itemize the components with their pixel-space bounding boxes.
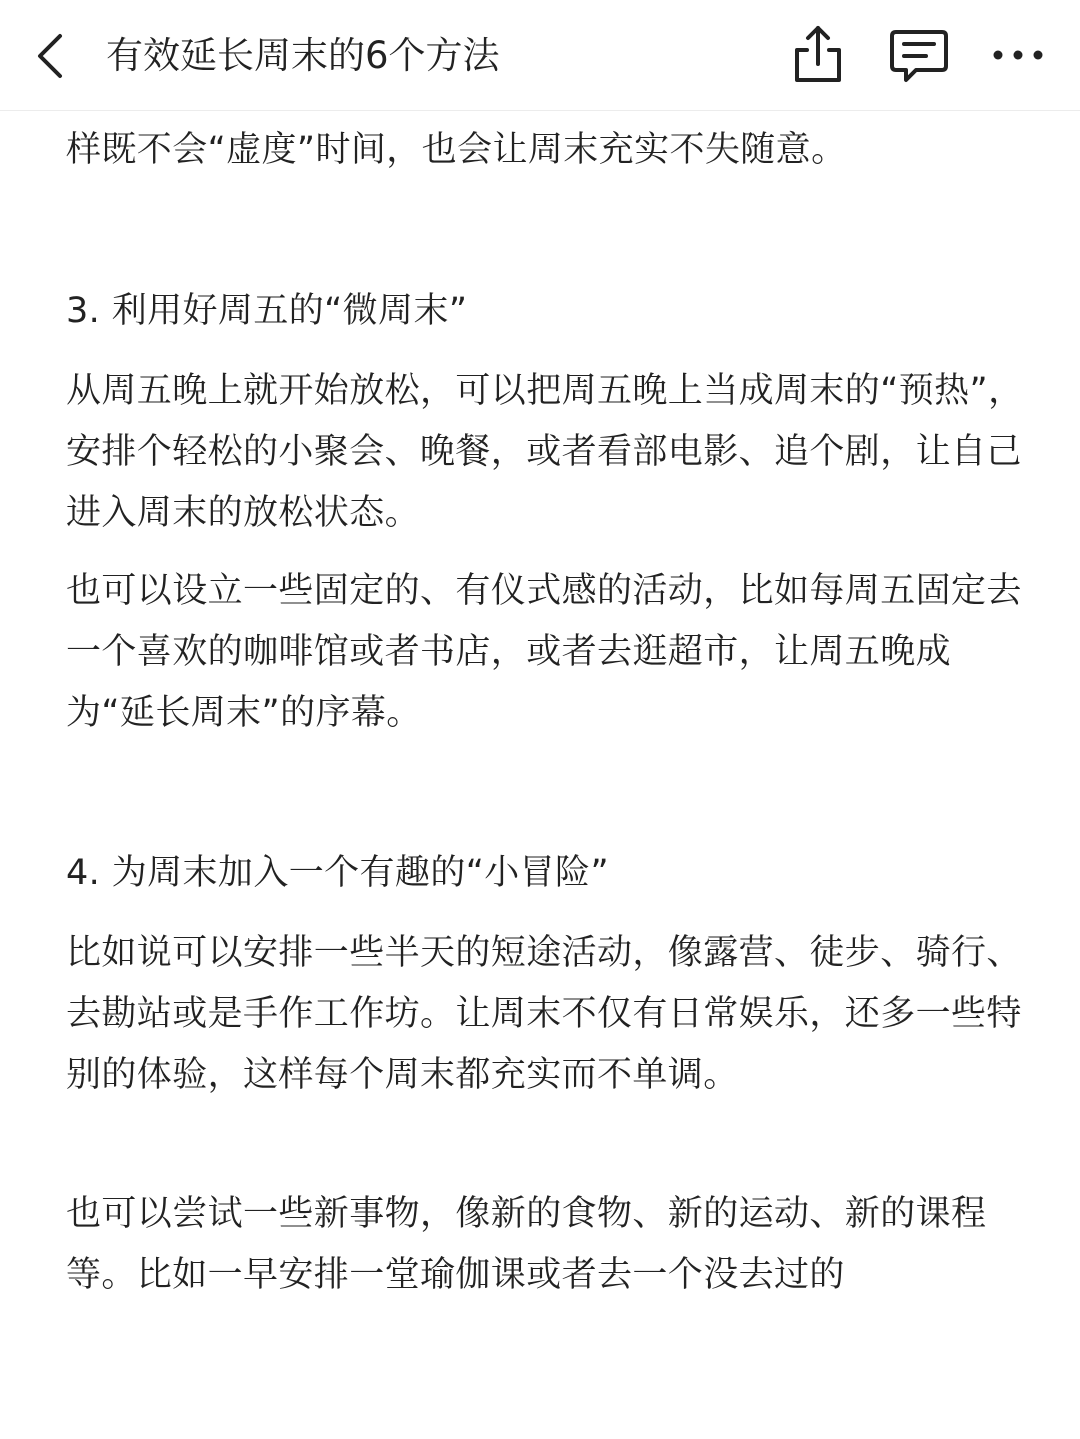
section-3-heading: 3. 利用好周五的“微周末” [66, 291, 468, 331]
comment-button[interactable] [886, 20, 950, 90]
section-3-paragraph-1: 从周五晚上就开始放松，可以把周五晚上当成周末的“预热”，安排个轻松的小聚会、晚餐，或者看部电影、追个剧，让自己进入周末的放松状态。 [66, 371, 1024, 533]
section-4-paragraph-1: 比如说可以安排一些半天的短途活动，像露营、徒步、骑行、去勘站或是手作工作坊。让周末不仅有日常娱乐，还多一些特别的体验，这样每个周末都充实而不单调。 [66, 933, 1022, 1095]
share-button[interactable] [786, 20, 850, 90]
top-navigation-bar [0, 0, 1080, 111]
back-button[interactable] [26, 28, 76, 84]
comment-icon [886, 20, 950, 90]
share-icon [786, 20, 850, 90]
section-4-heading: 4. 为周末加入一个有趣的“小冒险” [66, 853, 609, 893]
more-dots-icon [986, 20, 1050, 90]
more-options-button[interactable] [986, 20, 1050, 90]
back-chevron-icon [26, 28, 76, 84]
intro-paragraph-tail: 样既不会“虚度”时间，也会让周末充实不失随意。 [66, 130, 847, 170]
section-4-paragraph-2: 也可以尝试一些新事物，像新的食物、新的运动、新的课程等。比如一早安排一堂瑜伽课或者去一个没去过的 [66, 1194, 987, 1295]
page-title: 有效延长周末的6个方法 [106, 34, 500, 77]
section-3-paragraph-2: 也可以设立一些固定的、有仪式感的活动，比如每周五固定去一个喜欢的咖啡馆或者书店，或者去逛超市，让周五晚成为“延长周末”的序幕。 [66, 571, 1022, 733]
